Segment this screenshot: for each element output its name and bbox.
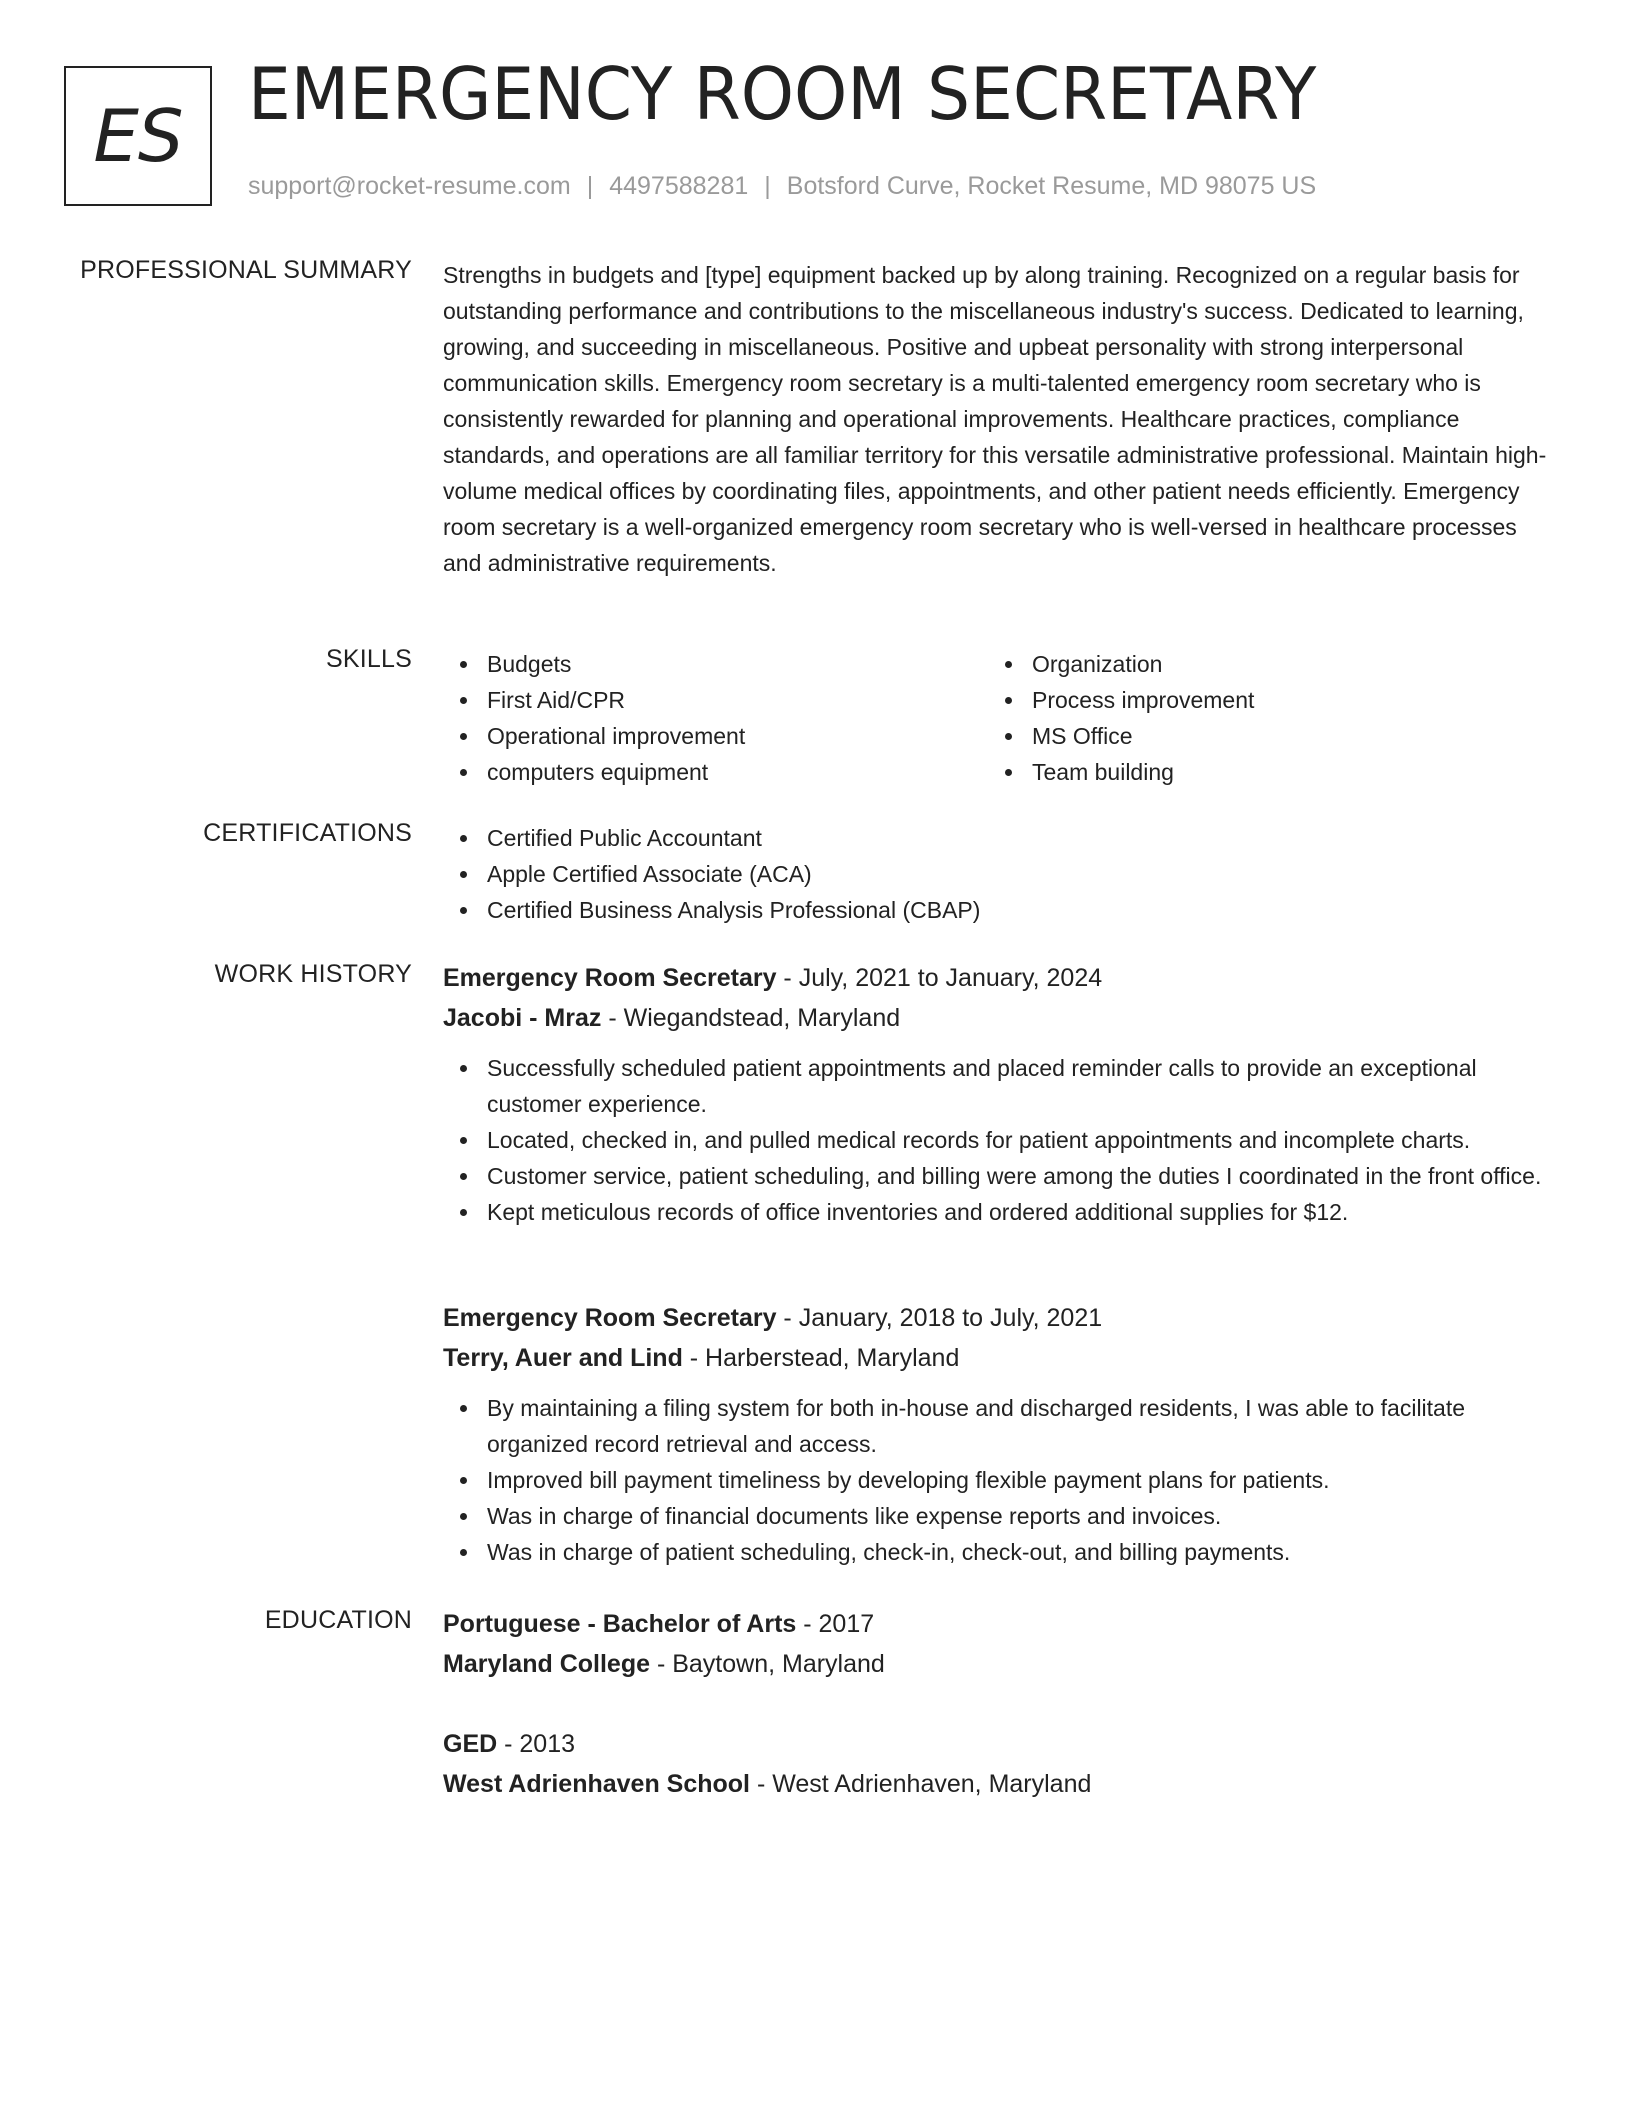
skills-list-right bbox=[988, 646, 1508, 790]
summary-text: Strengths in budgets and [type] equipment backed up by along training. Recognized on a regular basis for outstanding performance and contributions to the miscellaneous industry's success. Dedicated to learning, growing, and succeeding in miscellaneous. Positive and upbeat personality with strong interpersonal communication skills. Emergency room secretary is a multi-talented emergency room secretary who is consistently rewarded for planning and operational improvements. Healthcare practices, compliance standards, and operations are all familiar territory for this versatile administrative professional. Maintain high-volume medical offices by coordinating files, appointments, and other patient needs efficiently. Emergency room secretary is a well-organized emergency room secretary who is well-versed in healthcare processes and administrative requirements. bbox=[443, 262, 1547, 576]
company-line bbox=[443, 1338, 1553, 1378]
job-duty: Was in charge of financial documents like expense reports and invoices. bbox=[443, 1498, 1553, 1534]
degree-name: Portuguese - Bachelor of Arts bbox=[443, 1610, 797, 1638]
job-duty: By maintaining a filing system for both in-house and discharged residents, I was able to facilitate organized record retrieval and access. bbox=[443, 1390, 1553, 1462]
skill-item: Budgets bbox=[443, 646, 963, 682]
degree-line bbox=[443, 1604, 1553, 1644]
skill-item: Organization bbox=[988, 646, 1508, 682]
degree-year: - 2017 bbox=[796, 1610, 875, 1638]
skill-item: Process improvement bbox=[988, 682, 1508, 718]
contact-phone[interactable]: 4497588281 bbox=[609, 172, 749, 200]
job-duty: Kept meticulous records of office inventories and ordered additional supplies for $12. bbox=[443, 1194, 1553, 1230]
skill-item: Team building bbox=[988, 754, 1508, 790]
certifications-list bbox=[443, 820, 1553, 928]
skill-item: computers equipment bbox=[443, 754, 963, 790]
job-dates: - July, 2021 to January, 2024 bbox=[776, 964, 1103, 992]
contact-separator: | bbox=[586, 172, 594, 200]
job-title-line bbox=[443, 1298, 1553, 1338]
education-entry bbox=[443, 1724, 1553, 1804]
section-label-education: EDUCATION bbox=[264, 1606, 412, 1634]
skill-item: MS Office bbox=[988, 718, 1508, 754]
company-location: - Harberstead, Maryland bbox=[682, 1344, 960, 1372]
school-name: Maryland College bbox=[443, 1650, 650, 1678]
job-duty: Located, checked in, and pulled medical records for patient appointments and incomplete charts. bbox=[443, 1122, 1553, 1158]
company-line bbox=[443, 998, 1553, 1038]
contact-line bbox=[248, 172, 1316, 201]
certification-item: Certified Public Accountant bbox=[443, 820, 1553, 856]
monogram-box bbox=[64, 66, 212, 206]
contact-separator: | bbox=[764, 172, 771, 200]
certification-item: Apple Certified Associate (ACA) bbox=[443, 856, 1553, 892]
degree-year: - 2013 bbox=[497, 1730, 576, 1758]
school-line bbox=[443, 1644, 1553, 1684]
job-dates: - January, 2018 to July, 2021 bbox=[776, 1304, 1103, 1332]
company-name: Jacobi - Mraz bbox=[443, 1004, 602, 1032]
job-title: Emergency Room Secretary bbox=[443, 1304, 777, 1332]
section-label-work-history: WORK HISTORY bbox=[214, 960, 412, 988]
job-duty: Was in charge of patient scheduling, check-in, check-out, and billing payments. bbox=[443, 1534, 1553, 1570]
job-title: Emergency Room Secretary bbox=[443, 964, 777, 992]
section-label-skills: SKILLS bbox=[326, 645, 412, 673]
skills-list-left bbox=[443, 646, 963, 790]
school-location: - West Adrienhaven, Maryland bbox=[750, 1770, 1092, 1798]
education-entry bbox=[443, 1604, 1553, 1684]
school-location: - Baytown, Maryland bbox=[650, 1650, 885, 1678]
skill-item: Operational improvement bbox=[443, 718, 963, 754]
section-label-summary: PROFESSIONAL SUMMARY bbox=[80, 256, 412, 284]
certification-item: Certified Business Analysis Professional (CBAP) bbox=[443, 892, 1553, 928]
job-duties-list bbox=[443, 1050, 1553, 1230]
skill-item: First Aid/CPR bbox=[443, 682, 963, 718]
contact-email[interactable]: support@rocket-resume.com bbox=[248, 172, 571, 200]
job-entry bbox=[443, 1298, 1553, 1570]
school-name: West Adrienhaven School bbox=[443, 1770, 751, 1798]
degree-name: GED bbox=[443, 1730, 498, 1758]
degree-line bbox=[443, 1724, 1553, 1764]
job-duties-list bbox=[443, 1390, 1553, 1570]
job-duty: Improved bill payment timeliness by developing flexible payment plans for patients. bbox=[443, 1462, 1553, 1498]
job-title-line bbox=[443, 958, 1553, 998]
school-line bbox=[443, 1764, 1553, 1804]
company-location: - Wiegandstead, Maryland bbox=[601, 1004, 901, 1032]
page-title: EMERGENCY ROOM SECRETARY bbox=[248, 52, 1317, 136]
company-name: Terry, Auer and Lind bbox=[443, 1344, 683, 1372]
job-duty: Customer service, patient scheduling, and billing were among the duties I coordinated in the front office. bbox=[443, 1158, 1553, 1194]
section-label-certifications: CERTIFICATIONS bbox=[203, 819, 412, 847]
job-duty: Successfully scheduled patient appointments and placed reminder calls to provide an exceptional customer experience. bbox=[443, 1050, 1553, 1122]
job-entry bbox=[443, 958, 1553, 1230]
contact-address: Botsford Curve, Rocket Resume, MD 98075 US bbox=[786, 172, 1317, 200]
monogram-initials: ES bbox=[93, 94, 183, 178]
